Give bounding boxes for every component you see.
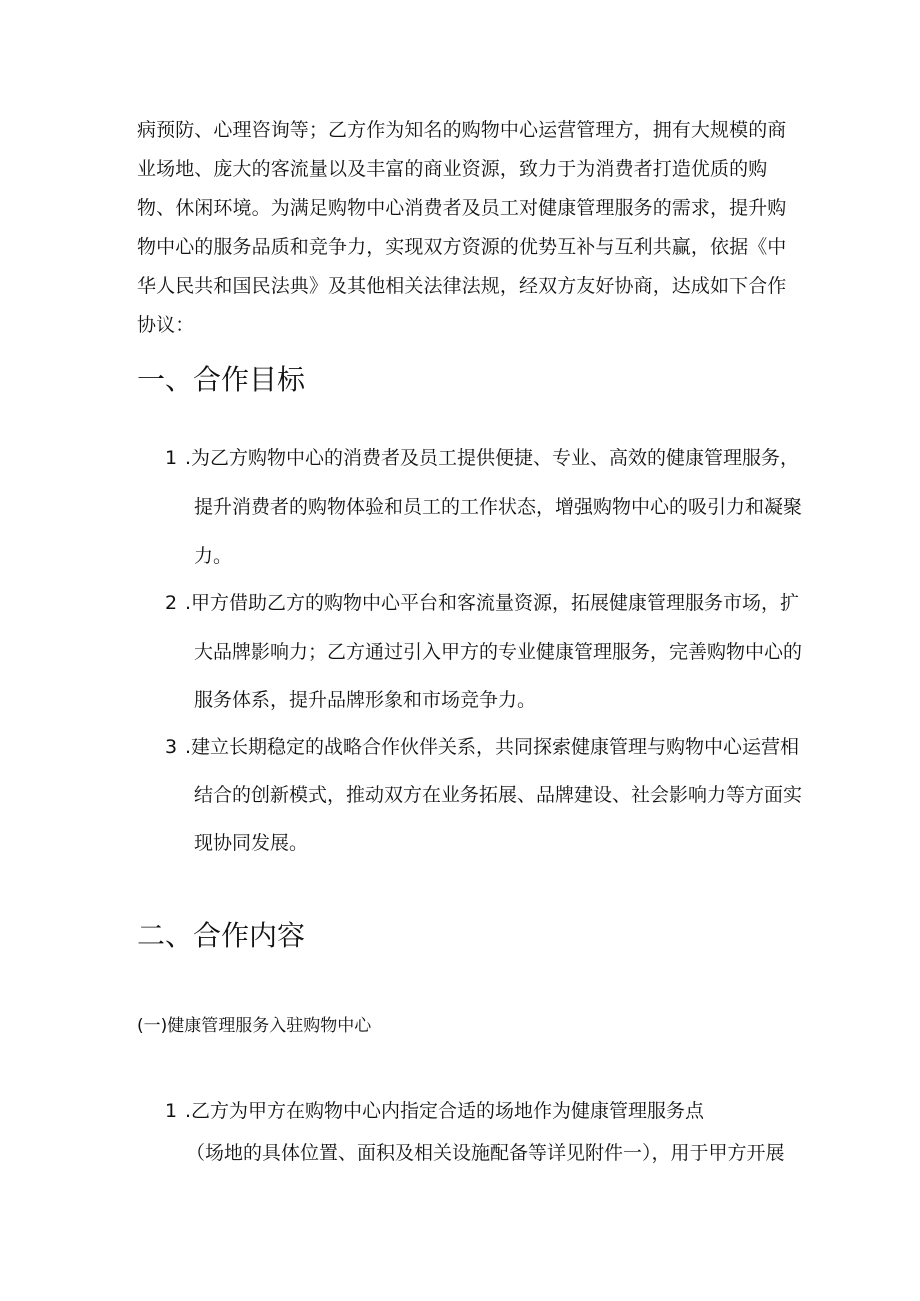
intro-line-3: 物、休闲环境。为满足购物中心消费者及员工对健康管理服务的需求，提升购 bbox=[137, 197, 787, 219]
section-1-item-3-number: 3 bbox=[165, 736, 178, 758]
intro-line-1: 病预防、心理咨询等；乙方作为知名的购物中心运营管理方，拥有大规模的商 bbox=[137, 119, 787, 141]
section-2-item-1-line-2: （场地的具体位置、面积及相关设施配备等详见附件一），用于甲方开展 bbox=[186, 1142, 785, 1164]
section-1-item-3-line-2: 结合的创新模式，推动双方在业务拓展、品牌建设、社会影响力等方面实 bbox=[194, 784, 803, 806]
section-1-item-2-number: 2 bbox=[165, 592, 178, 614]
section-2-item-1-line-1: .乙方为甲方在购物中心内指定合适的场地作为健康管理服务点 bbox=[185, 1100, 705, 1122]
intro-line-5: 华人民共和国民法典》及其他相关法律法规，经双方友好协商，达成如下合作 bbox=[137, 275, 787, 297]
section-1-item-1-line-3: 力。 bbox=[194, 545, 233, 567]
section-1-item-3-line-3: 现协同发展。 bbox=[194, 832, 309, 854]
section-1-item-3-line-1: .建立长期稳定的战略合作伙伴关系，共同探索健康管理与购物中心运营相 bbox=[185, 736, 800, 758]
section-1-item-2-line-2: 大品牌影响力；乙方通过引入甲方的专业健康管理服务，完善购物中心的 bbox=[194, 641, 803, 663]
section-1-item-2-line-3: 服务体系，提升品牌形象和市场竞争力。 bbox=[194, 689, 537, 711]
section-2-item-1-number: 1 bbox=[165, 1100, 178, 1122]
section-2-subheading: (一)健康管理服务入驻购物中心 bbox=[137, 1016, 372, 1036]
section-1-heading: 一、合作目标 bbox=[137, 363, 306, 396]
section-1-item-1-number: 1 bbox=[165, 447, 178, 469]
section-1-item-1-line-2: 提升消费者的购物体验和员工的工作状态，增强购物中心的吸引力和凝聚 bbox=[194, 496, 803, 518]
intro-line-6: 协议： bbox=[137, 314, 195, 336]
section-1-item-1-line-1: .为乙方购物中心的消费者及员工提供便捷、专业、高效的健康管理服务， bbox=[185, 447, 800, 469]
section-2-heading: 二、合作内容 bbox=[137, 919, 306, 952]
intro-line-2: 业场地、庞大的客流量以及丰富的商业资源，致力于为消费者打造优质的购 bbox=[137, 158, 768, 180]
section-1-item-2-line-1: .甲方借助乙方的购物中心平台和客流量资源，拓展健康管理服务市场，扩 bbox=[185, 592, 800, 614]
intro-line-4: 物中心的服务品质和竞争力，实现双方资源的优势互补与互利共赢，依据《中 bbox=[137, 236, 787, 258]
